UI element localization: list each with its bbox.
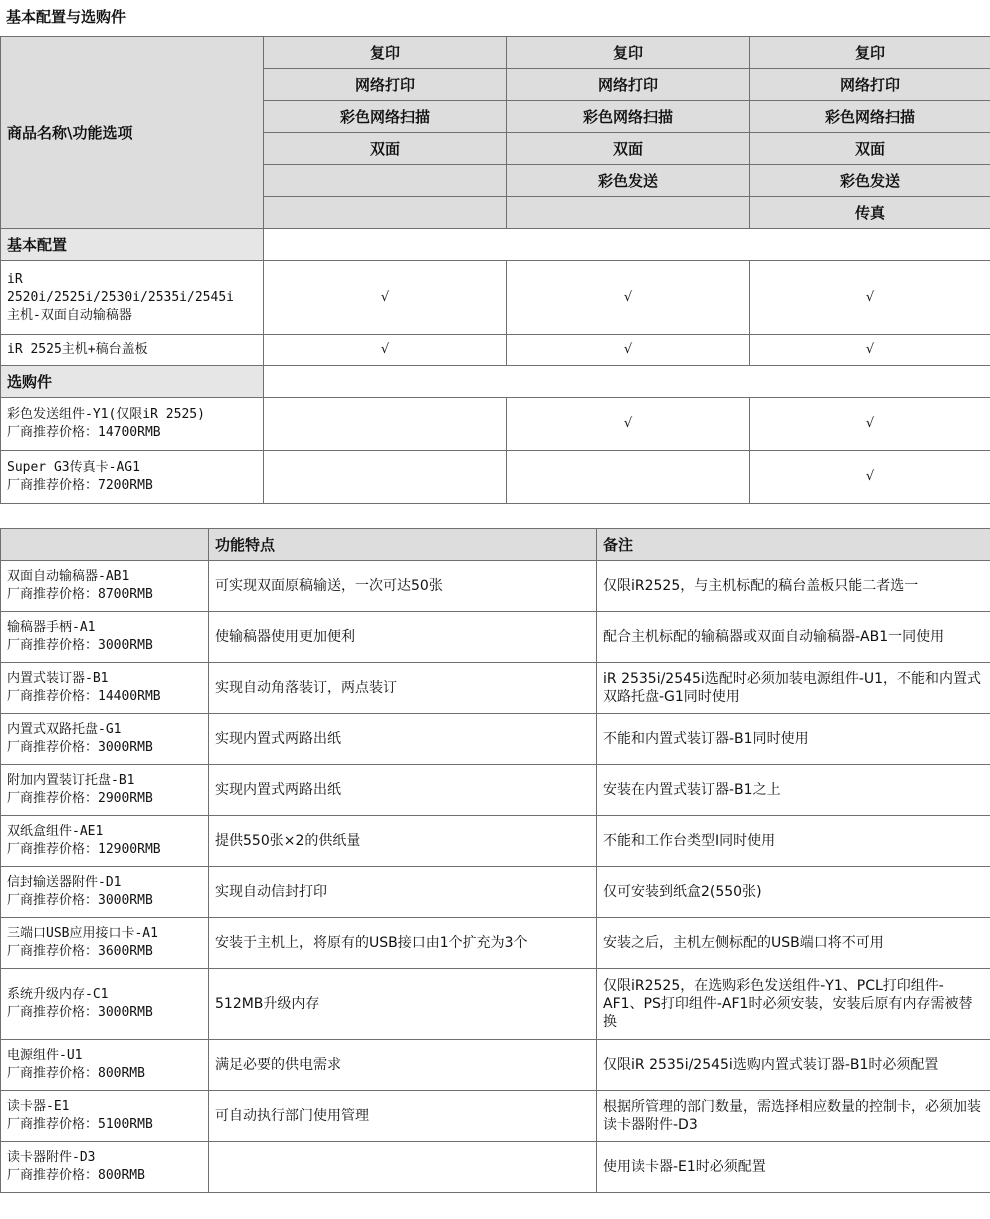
check-mark xyxy=(264,398,507,451)
option-feature xyxy=(209,1142,597,1193)
product-name-line: Super G3传真卡-AG1 xyxy=(7,460,140,475)
option-price: 厂商推荐价格：8700RMB xyxy=(7,587,153,602)
option-feature: 实现自动信封打印 xyxy=(209,867,597,918)
product-name-line: 厂商推荐价格：7200RMB xyxy=(7,478,153,493)
option-row xyxy=(1,561,990,612)
product-name-line: 彩色发送组件-Y1(仅限iR 2525) xyxy=(7,407,205,422)
option-name-cell xyxy=(1,765,209,816)
detail-header-cell: 备注 xyxy=(597,529,990,561)
option-name-cell xyxy=(1,867,209,918)
feature-header-cell: 彩色网络扫描 xyxy=(750,101,990,133)
product-name xyxy=(1,335,264,366)
option-price: 厂商推荐价格：3000RMB xyxy=(7,740,153,755)
check-mark: √ xyxy=(507,335,750,366)
option-name: 电源组件-U1 xyxy=(7,1048,83,1063)
configuration-table xyxy=(0,36,990,504)
section-options-row xyxy=(1,366,990,398)
product-row xyxy=(1,451,990,504)
section-label: 选购件 xyxy=(1,366,264,398)
feature-header-cell xyxy=(264,197,507,229)
option-note: 不能和工作台类型I同时使用 xyxy=(597,816,990,867)
option-name-cell xyxy=(1,1142,209,1193)
option-row xyxy=(1,867,990,918)
feature-header-cell: 网络打印 xyxy=(264,69,507,101)
feature-header-cell: 彩色网络扫描 xyxy=(264,101,507,133)
option-name: 读卡器-E1 xyxy=(7,1099,70,1114)
feature-header-cell: 彩色网络扫描 xyxy=(507,101,750,133)
option-price: 厂商推荐价格：3000RMB xyxy=(7,638,153,653)
product-name-line: 主机-双面自动输稿器 xyxy=(7,307,132,323)
option-note: 仅限iR2525，与主机标配的稿台盖板只能二者选一 xyxy=(597,561,990,612)
option-note: 仅可安装到纸盒2(550张) xyxy=(597,867,990,918)
check-mark: √ xyxy=(264,261,507,335)
option-name: 输稿器手柄-A1 xyxy=(7,620,96,635)
page-title: 基本配置与选购件 xyxy=(6,8,127,26)
check-mark: √ xyxy=(264,335,507,366)
section-spacer xyxy=(264,229,990,261)
section-spacer xyxy=(264,366,990,398)
feature-header-cell: 复印 xyxy=(507,37,750,69)
product-row xyxy=(1,335,990,366)
product-name-line: 厂商推荐价格：14700RMB xyxy=(7,425,161,440)
option-feature: 使输稿器使用更加便利 xyxy=(209,612,597,663)
option-row xyxy=(1,765,990,816)
option-feature: 安装于主机上，将原有的USB接口由1个扩充为3个 xyxy=(209,918,597,969)
option-note: 不能和内置式装订器-B1同时使用 xyxy=(597,714,990,765)
option-feature: 满足必要的供电需求 xyxy=(209,1040,597,1091)
check-mark: √ xyxy=(507,261,750,335)
option-feature: 实现内置式两路出纸 xyxy=(209,765,597,816)
check-mark: √ xyxy=(750,261,990,335)
option-price: 厂商推荐价格：12900RMB xyxy=(7,842,161,857)
options-detail-table xyxy=(0,528,990,1193)
option-feature: 可自动执行部门使用管理 xyxy=(209,1091,597,1142)
option-note: 安装在内置式装订器-B1之上 xyxy=(597,765,990,816)
feature-header-cell: 复印 xyxy=(750,37,990,69)
option-price: 厂商推荐价格：800RMB xyxy=(7,1168,145,1183)
option-note: 配合主机标配的输稿器或双面自动输稿器-AB1一同使用 xyxy=(597,612,990,663)
feature-header-cell xyxy=(264,165,507,197)
option-name: 双面自动输稿器-AB1 xyxy=(7,569,130,584)
option-price: 厂商推荐价格：5100RMB xyxy=(7,1117,153,1132)
feature-header-cell: 复印 xyxy=(264,37,507,69)
option-row xyxy=(1,969,990,1040)
option-name: 内置式双路托盘-G1 xyxy=(7,722,122,737)
section-basic-row xyxy=(1,229,990,261)
option-row xyxy=(1,612,990,663)
option-name-cell xyxy=(1,1091,209,1142)
option-name-cell xyxy=(1,663,209,714)
option-name-cell xyxy=(1,816,209,867)
detail-header-cell xyxy=(1,529,209,561)
check-mark: √ xyxy=(507,398,750,451)
option-row xyxy=(1,918,990,969)
section-label: 基本配置 xyxy=(1,229,264,261)
option-name: 信封输送器附件-D1 xyxy=(7,875,122,890)
feature-header-row xyxy=(1,37,990,69)
option-name: 读卡器附件-D3 xyxy=(7,1150,96,1165)
option-note: 仅限iR 2535i/2545i选购内置式装订器-B1时必须配置 xyxy=(597,1040,990,1091)
detail-header-row xyxy=(1,529,990,561)
feature-header-cell xyxy=(507,197,750,229)
option-price: 厂商推荐价格：2900RMB xyxy=(7,791,153,806)
feature-header-cell: 双面 xyxy=(750,133,990,165)
detail-header-cell: 功能特点 xyxy=(209,529,597,561)
product-name xyxy=(1,261,264,335)
option-row xyxy=(1,1142,990,1193)
option-name-cell xyxy=(1,1040,209,1091)
option-row xyxy=(1,816,990,867)
product-row xyxy=(1,261,990,335)
option-note: 使用读卡器-E1时必须配置 xyxy=(597,1142,990,1193)
feature-header-cell: 彩色发送 xyxy=(750,165,990,197)
option-feature: 可实现双面原稿输送，一次可达50张 xyxy=(209,561,597,612)
option-name: 三端口USB应用接口卡-A1 xyxy=(7,926,158,941)
product-name-line: iR xyxy=(7,271,23,287)
option-row xyxy=(1,1040,990,1091)
option-feature: 实现自动角落装订，两点装订 xyxy=(209,663,597,714)
option-name: 系统升级内存-C1 xyxy=(7,987,109,1002)
option-note: 根据所管理的部门数量，需选择相应数量的控制卡，必须加装读卡器附件-D3 xyxy=(597,1091,990,1142)
feature-header-cell: 网络打印 xyxy=(750,69,990,101)
option-row xyxy=(1,1091,990,1142)
check-mark xyxy=(264,451,507,504)
product-name xyxy=(1,451,264,504)
check-mark xyxy=(507,451,750,504)
option-name: 附加内置装订托盘-B1 xyxy=(7,773,135,788)
option-note: iR 2535i/2545i选配时必须加装电源组件-U1，不能和内置式双路托盘-G1同时使用 xyxy=(597,663,990,714)
check-mark: √ xyxy=(750,451,990,504)
option-name-cell xyxy=(1,918,209,969)
option-row xyxy=(1,663,990,714)
option-name-cell xyxy=(1,969,209,1040)
option-price: 厂商推荐价格：3000RMB xyxy=(7,1005,153,1020)
row-header-label: 商品名称\功能选项 xyxy=(1,37,264,229)
feature-header-cell: 双面 xyxy=(507,133,750,165)
option-name: 双纸盒组件-AE1 xyxy=(7,824,104,839)
option-name-cell xyxy=(1,561,209,612)
option-price: 厂商推荐价格：3000RMB xyxy=(7,893,153,908)
check-mark: √ xyxy=(750,398,990,451)
feature-header-cell: 彩色发送 xyxy=(507,165,750,197)
option-row xyxy=(1,714,990,765)
option-note: 安装之后，主机左侧标配的USB端口将不可用 xyxy=(597,918,990,969)
option-feature: 提供550张×2的供纸量 xyxy=(209,816,597,867)
feature-header-cell: 传真 xyxy=(750,197,990,229)
option-feature: 512MB升级内存 xyxy=(209,969,597,1040)
product-name-line: 2520i/2525i/2530i/2535i/2545i xyxy=(7,289,234,305)
product-row xyxy=(1,398,990,451)
option-name-cell xyxy=(1,714,209,765)
product-name xyxy=(1,398,264,451)
check-mark: √ xyxy=(750,335,990,366)
product-name-line: iR 2525主机+稿台盖板 xyxy=(7,342,148,357)
option-feature: 实现内置式两路出纸 xyxy=(209,714,597,765)
feature-header-cell: 双面 xyxy=(264,133,507,165)
option-price: 厂商推荐价格：3600RMB xyxy=(7,944,153,959)
option-note: 仅限iR2525，在选购彩色发送组件-Y1、PCL打印组件-AF1、PS打印组件-AF1时必须安装，安装后原有内存需被替换 xyxy=(597,969,990,1040)
feature-header-cell: 网络打印 xyxy=(507,69,750,101)
option-price: 厂商推荐价格：800RMB xyxy=(7,1066,145,1081)
option-price: 厂商推荐价格：14400RMB xyxy=(7,689,161,704)
option-name: 内置式装订器-B1 xyxy=(7,671,109,686)
option-name-cell xyxy=(1,612,209,663)
